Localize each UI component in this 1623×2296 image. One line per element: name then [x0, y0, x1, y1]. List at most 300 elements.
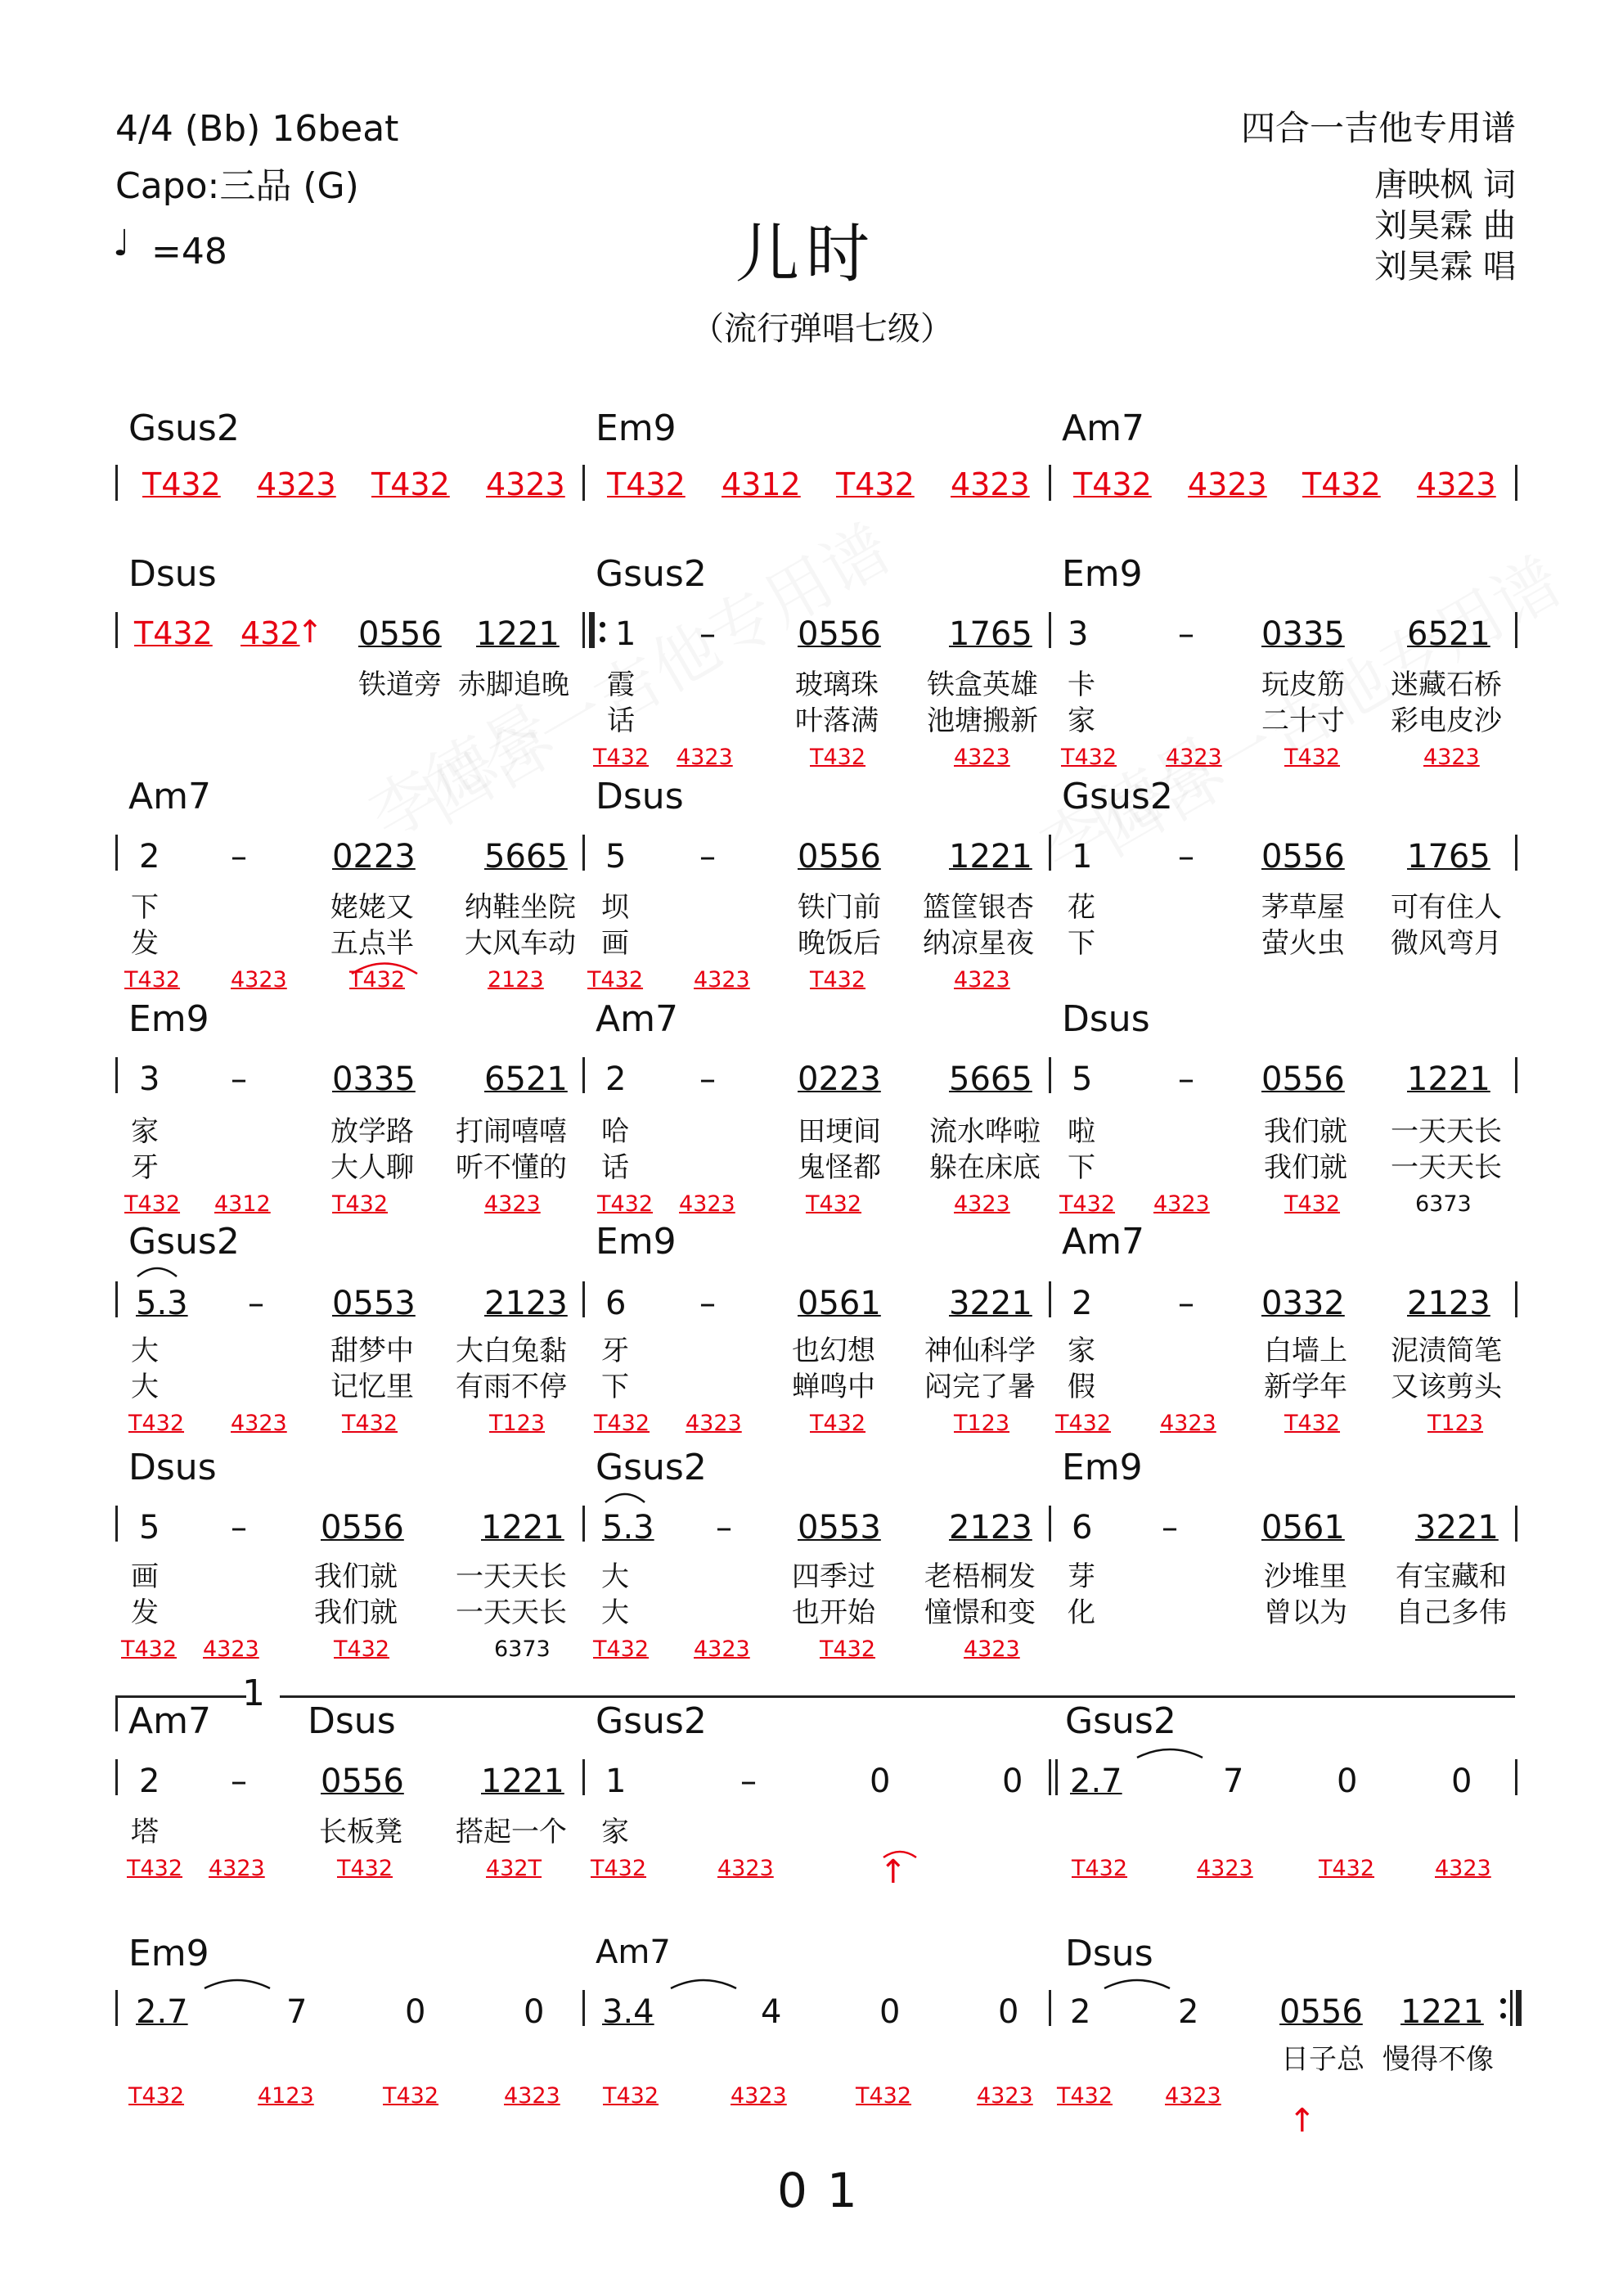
- lyric: 二十寸: [1261, 705, 1345, 737]
- strum-pattern: 2123: [488, 967, 544, 993]
- lyric: 玻璃珠: [795, 669, 879, 701]
- chord: Am7: [128, 776, 211, 817]
- strum-pattern: 432T: [486, 1856, 542, 1881]
- lyric: 萤火虫: [1261, 927, 1345, 960]
- tie-slur: [1104, 1980, 1170, 1988]
- melody-note: 0561: [798, 1285, 881, 1322]
- strum-pattern: T432: [810, 1411, 866, 1436]
- rest: 0: [524, 1993, 545, 2031]
- rest: 0: [1451, 1763, 1472, 1800]
- melody-note: 0556: [798, 615, 881, 653]
- lyric: 日子总: [1281, 2043, 1364, 2076]
- chord: Am7: [596, 998, 678, 1040]
- lyric: 五点半: [330, 927, 414, 960]
- sustain-dash: –: [1178, 1285, 1194, 1322]
- melody-note: 1: [615, 615, 636, 653]
- lyric: 慢得不像: [1382, 2043, 1494, 2076]
- strum-pattern: T432: [1302, 466, 1381, 502]
- capo-indicator: Capo:三品 (G): [115, 165, 359, 207]
- strum-pattern: T432: [121, 1636, 178, 1662]
- melody-note: 2.7: [136, 1993, 188, 2031]
- lyric: 画: [131, 1560, 159, 1593]
- melody-note: 1765: [1407, 838, 1490, 876]
- chord: Gsus2: [596, 1700, 707, 1742]
- chord: Gsus2: [1062, 776, 1173, 817]
- melody-note: 0553: [798, 1509, 881, 1546]
- melody-note: 5665: [484, 838, 568, 876]
- tie-slur: [205, 1980, 270, 1988]
- strum-pattern: 4323: [484, 1191, 541, 1217]
- strum-pattern: 4123: [258, 2083, 314, 2109]
- strum-pattern: T432: [337, 1856, 393, 1881]
- strum-pattern: 4323: [486, 466, 565, 502]
- lyric: 家: [131, 1115, 159, 1148]
- lyric: 沙堆里: [1264, 1560, 1347, 1593]
- strum-pattern: 4323: [1417, 466, 1496, 502]
- strum-pattern: T432: [810, 745, 866, 770]
- sustain-dash: –: [231, 1763, 247, 1800]
- lyric: 啦: [1068, 1115, 1095, 1148]
- strum-pattern: 4323: [203, 1636, 259, 1662]
- chord: Gsus2: [1065, 1700, 1176, 1742]
- strum-pattern: 4323: [717, 1856, 774, 1881]
- lyric: 纳凉星夜: [923, 927, 1034, 960]
- rest: 0: [870, 1763, 891, 1800]
- strum-pattern: 4323: [686, 1411, 742, 1436]
- lyric: 可有住人: [1391, 891, 1502, 924]
- strum-pattern: T432: [603, 2083, 659, 2109]
- strum-pattern: T432: [591, 1856, 647, 1881]
- lyric: 鬼怪都: [798, 1151, 881, 1184]
- lyric: 一天天长: [1391, 1115, 1502, 1148]
- song-title: 儿时: [735, 218, 877, 291]
- lyric: 蝉鸣中: [792, 1371, 875, 1403]
- chord: Am7: [1062, 1221, 1144, 1263]
- strum-pattern: T432: [593, 745, 650, 770]
- strum-pattern: T432: [1284, 745, 1341, 770]
- strum-pattern: 4323: [951, 466, 1030, 502]
- strum-pattern: T432: [128, 2083, 185, 2109]
- chord: Gsus2: [596, 553, 707, 595]
- melody-note: 3: [139, 1060, 160, 1098]
- sustain-dash: –: [1178, 615, 1194, 653]
- lyric: 牙: [131, 1151, 159, 1184]
- melody-note: 6521: [484, 1060, 568, 1098]
- lyric: 大: [601, 1560, 629, 1593]
- page-number: 01: [777, 2163, 877, 2218]
- strum-pattern: T432: [128, 1411, 185, 1436]
- lyric: 花: [1068, 891, 1095, 924]
- melody-note: 2: [1070, 1993, 1091, 2031]
- lyric: 躲在床底: [929, 1151, 1041, 1184]
- lyric: 听不懂的: [456, 1151, 567, 1184]
- melody-note: 2: [1178, 1993, 1199, 2031]
- strum-pattern: T432: [332, 1191, 389, 1217]
- song-subtitle: （流行弹唱七级）: [691, 310, 953, 348]
- strum-pattern: 4323: [679, 1191, 735, 1217]
- melody-note: 0556: [1261, 1060, 1345, 1098]
- strum-pattern: T432: [594, 1411, 650, 1436]
- melody-note: 7: [1223, 1763, 1244, 1800]
- melody-note: 3.4: [602, 1993, 654, 2031]
- lyric: 假: [1068, 1371, 1095, 1403]
- strum-pattern: 4323: [954, 745, 1010, 770]
- chord: Em9: [128, 998, 209, 1040]
- melody-note: 3221: [1415, 1509, 1499, 1546]
- lyric: 坝: [601, 891, 629, 924]
- chord: Dsus: [128, 553, 217, 595]
- strum-pattern: 4323: [1153, 1191, 1210, 1217]
- melody-note: 3: [1068, 615, 1089, 653]
- time-key-signature: 4/4 (Bb) 16beat: [115, 108, 399, 150]
- sustain-dash: –: [740, 1763, 757, 1800]
- lyric: 四季过: [792, 1560, 875, 1593]
- strum-pattern: T432: [1061, 745, 1117, 770]
- lyric: 也开始: [792, 1596, 875, 1629]
- strum-pattern: 4323: [677, 745, 733, 770]
- strum-pattern: T432: [607, 466, 686, 502]
- melody-note: 3221: [949, 1285, 1032, 1322]
- lyric: 又该剪头: [1391, 1371, 1502, 1403]
- lyric: 家: [601, 1816, 629, 1848]
- lyric: 家: [1068, 705, 1095, 737]
- melody-note: 0332: [1261, 1285, 1345, 1322]
- chord: Am7: [1062, 407, 1144, 449]
- strum-pattern: 4323: [257, 466, 336, 502]
- strum-pattern: 4323: [977, 2083, 1033, 2109]
- lyric: 下: [1068, 1151, 1095, 1184]
- melody-note: 7: [286, 1993, 308, 2031]
- melody-note: 1221: [481, 1763, 564, 1800]
- strum-pattern: 4323: [964, 1636, 1020, 1662]
- lyric: 下: [1068, 927, 1095, 960]
- strum-pattern: T432: [124, 1191, 181, 1217]
- lyricist-credit: 唐映枫 词: [1374, 166, 1516, 204]
- lyric: 神仙科学: [924, 1335, 1036, 1367]
- lyric: 赤脚追晚: [458, 669, 569, 701]
- sustain-dash: –: [699, 1285, 716, 1322]
- publisher-label: 四合一吉他专用谱: [1240, 108, 1516, 148]
- lyric: 叶落满: [795, 705, 879, 737]
- strum-up-arrow-icon: ↑: [1288, 2102, 1316, 2140]
- lyric: 家: [1068, 1335, 1095, 1367]
- lyric: 放学路: [330, 1115, 414, 1148]
- strum-pattern: 4323: [954, 967, 1010, 993]
- melody-note: 2123: [1407, 1285, 1490, 1322]
- lyric: 记忆里: [330, 1371, 414, 1403]
- rest: 0: [405, 1993, 426, 2031]
- strum-pattern: T432: [820, 1636, 876, 1662]
- strum-pattern: T432: [810, 967, 866, 993]
- strum-pattern: 4323: [1165, 2083, 1221, 2109]
- lyric: 我们就: [314, 1560, 398, 1593]
- melody-note: 2123: [484, 1285, 568, 1322]
- tempo-value: =48: [151, 231, 227, 272]
- strum-pattern: 4323: [694, 1636, 750, 1662]
- strum-pattern: T432: [127, 1856, 183, 1881]
- sustain-dash: –: [699, 838, 716, 876]
- strum-pattern: T432: [1057, 2083, 1113, 2109]
- melody-note: 2: [1072, 1285, 1093, 1322]
- lyric: 玩皮筋: [1261, 669, 1345, 701]
- lyric: 下: [131, 891, 159, 924]
- melody-note: 0223: [332, 838, 416, 876]
- chord: Dsus: [1065, 1933, 1153, 1974]
- melody-note: 0556: [798, 838, 881, 876]
- melody-note: 2: [139, 1763, 160, 1800]
- lyric: 化: [1068, 1596, 1095, 1629]
- tie-slur: [137, 1268, 177, 1276]
- lyric: 我们就: [1264, 1151, 1347, 1184]
- melody-note: 1: [605, 1763, 627, 1800]
- strum-pattern: T123: [489, 1411, 546, 1436]
- lyric: 卡: [1068, 669, 1095, 701]
- lyric: 搭起一个: [456, 1816, 567, 1848]
- lyric: 泥渍简笔: [1391, 1335, 1502, 1367]
- strum-pattern: T432: [1059, 1191, 1116, 1217]
- lyric: 话: [607, 705, 635, 737]
- melody-note: 2123: [949, 1509, 1032, 1546]
- lyric: 一天天长: [456, 1596, 567, 1629]
- strum-pattern: T432: [597, 1191, 654, 1217]
- strum-pattern: 4323: [504, 2083, 560, 2109]
- strum-pattern: 4323: [1423, 745, 1480, 770]
- strum-pattern: T432: [1055, 1411, 1112, 1436]
- melody-note: 1: [1072, 838, 1093, 876]
- sustain-dash: –: [248, 1285, 264, 1322]
- chord: Am7: [128, 1700, 211, 1742]
- melody-note: 0335: [332, 1060, 416, 1098]
- strum-pattern: T432: [349, 967, 406, 993]
- lyric: 牙: [601, 1335, 629, 1367]
- tie-slur: [1137, 1749, 1203, 1758]
- tie-slur: [671, 1980, 736, 1988]
- strum-pattern: 4323: [954, 1191, 1010, 1217]
- lyric: 也幻想: [792, 1335, 875, 1367]
- lyric: 话: [601, 1151, 629, 1184]
- sustain-dash: –: [1178, 1060, 1194, 1098]
- melody-note: 0556: [358, 615, 442, 653]
- strum-pattern: T432: [856, 2083, 912, 2109]
- chord: Em9: [596, 1221, 677, 1263]
- strum-pattern: T123: [954, 1411, 1010, 1436]
- melody-note: 5.3: [602, 1509, 654, 1546]
- melody-note: 1221: [476, 615, 560, 653]
- strum-pattern: T432: [1284, 1411, 1341, 1436]
- lyric: 我们就: [1264, 1115, 1347, 1148]
- melody-note: 5.3: [136, 1285, 188, 1322]
- lyric: 自己多伟: [1396, 1596, 1507, 1629]
- sustain-dash: –: [699, 615, 716, 653]
- strum-pattern: T432: [1284, 1191, 1341, 1217]
- sustain-dash: –: [231, 838, 247, 876]
- lyric: 纳鞋坐院: [465, 891, 576, 924]
- tie-slur: [605, 1494, 645, 1502]
- strum-pattern: 4323: [231, 1411, 287, 1436]
- chord: Em9: [1062, 1447, 1143, 1488]
- melody-note: 5665: [949, 1060, 1032, 1098]
- lyric: 迷藏石桥: [1391, 669, 1502, 701]
- strum-pattern: T123: [1427, 1411, 1484, 1436]
- melody-note: 0553: [332, 1285, 416, 1322]
- melody-note: 5: [1072, 1060, 1093, 1098]
- lyric: 微风弯月: [1391, 927, 1502, 960]
- lyric: 大风车动: [465, 927, 576, 960]
- strum-pattern: 4323: [209, 1856, 265, 1881]
- strum-pattern: T432: [806, 1191, 862, 1217]
- tie-slur: [352, 964, 417, 975]
- lyric: 哈: [601, 1115, 629, 1148]
- melody-note: 6: [1072, 1509, 1093, 1546]
- sustain-dash: –: [1178, 838, 1194, 876]
- lyric: 彩电皮沙: [1391, 705, 1502, 737]
- lyric: 芽: [1068, 1560, 1095, 1593]
- strum-pattern: T432: [124, 967, 181, 993]
- lyric: 曾以为: [1264, 1596, 1347, 1629]
- chord: Gsus2: [596, 1447, 707, 1488]
- melody-fill: 6373: [494, 1636, 551, 1662]
- melody-note: 0556: [321, 1509, 404, 1546]
- strum-pattern: T432: [142, 466, 221, 502]
- rest: 0: [879, 1993, 901, 2031]
- strum-pattern: T432: [593, 1636, 650, 1662]
- lyric: 有雨不停: [456, 1371, 567, 1403]
- chord: Dsus: [1062, 998, 1150, 1040]
- strum-pattern: T432: [134, 615, 213, 651]
- melody-note: 1221: [481, 1509, 564, 1546]
- melody-note: 2.7: [1070, 1763, 1122, 1800]
- lyric: 田埂间: [798, 1115, 881, 1148]
- strum-pattern: T432: [1072, 1856, 1128, 1881]
- melody-note: 0223: [798, 1060, 881, 1098]
- lyric: 铁门前: [798, 891, 881, 924]
- melody-note: 0335: [1261, 615, 1345, 653]
- lyric: 长板凳: [319, 1816, 402, 1848]
- tie-slur: [883, 1852, 916, 1857]
- chord: Gsus2: [128, 407, 240, 449]
- lyric: 大人聊: [330, 1151, 414, 1184]
- lyric: 憧憬和变: [924, 1596, 1036, 1629]
- melody-fill: 6373: [1415, 1191, 1472, 1217]
- strum-pattern: 4323: [1160, 1411, 1216, 1436]
- lyric: 下: [601, 1371, 629, 1403]
- strum-up-arrow-icon: ↑: [879, 1853, 907, 1891]
- lyric: 铁盒英雄: [927, 669, 1038, 701]
- chord: Em9: [128, 1933, 209, 1974]
- melody-note: 0556: [321, 1763, 404, 1800]
- chord: Em9: [1062, 553, 1143, 595]
- strum-pattern: T432: [334, 1636, 390, 1662]
- lyric: 大: [131, 1335, 159, 1367]
- melody-note: 4: [761, 1993, 782, 2031]
- lyric: 晚饭后: [798, 927, 881, 960]
- melody-note: 6521: [1407, 615, 1490, 653]
- lyric: 打闹嘻嘻: [456, 1115, 567, 1148]
- chord: Gsus2: [128, 1221, 240, 1263]
- lyric: 发: [131, 1596, 159, 1629]
- sustain-dash: –: [716, 1509, 732, 1546]
- lyric: 一天天长: [1391, 1151, 1502, 1184]
- strum-pattern: 4312: [722, 466, 801, 502]
- chord: Dsus: [128, 1447, 217, 1488]
- strum-pattern: T432: [1073, 466, 1152, 502]
- strum-pattern: 4323: [1188, 466, 1267, 502]
- rest: 0: [1002, 1763, 1023, 1800]
- chord: Dsus: [596, 776, 684, 817]
- composer-credit: 刘昊霖 曲: [1374, 207, 1516, 245]
- lyric: 大白兔黏: [456, 1335, 567, 1367]
- lyric: 大: [131, 1371, 159, 1403]
- lyric: 姥姥又: [330, 891, 414, 924]
- sustain-dash: –: [1162, 1509, 1178, 1546]
- lyric: 老梧桐发: [924, 1560, 1036, 1593]
- rest: 0: [1337, 1763, 1358, 1800]
- lyric: 大: [601, 1596, 629, 1629]
- lyric: 茅草屋: [1261, 891, 1345, 924]
- sustain-dash: –: [699, 1060, 716, 1098]
- strum-pattern: 4323: [1197, 1856, 1253, 1881]
- melody-note: 0556: [1261, 838, 1345, 876]
- lyric: 池塘搬新: [927, 705, 1038, 737]
- strum-pattern: 4323: [231, 967, 287, 993]
- strum-pattern: 4323: [1435, 1856, 1491, 1881]
- lyric: 铁道旁: [358, 669, 442, 701]
- sustain-dash: –: [231, 1060, 247, 1098]
- melody-note: 1765: [949, 615, 1032, 653]
- lyric: 有宝藏和: [1396, 1560, 1507, 1593]
- chord: Em9: [596, 407, 677, 449]
- melody-note: 5: [139, 1509, 160, 1546]
- melody-note: 6: [605, 1285, 627, 1322]
- lyric: 我们就: [314, 1596, 398, 1629]
- lyric: 发: [131, 927, 159, 960]
- strum-pattern: T432: [371, 466, 450, 502]
- strum-pattern: T432: [342, 1411, 398, 1436]
- melody-note: 2: [139, 838, 160, 876]
- melody-note: 2: [605, 1060, 627, 1098]
- lyric: 一天天长: [456, 1560, 567, 1593]
- strum-pattern: T432: [383, 2083, 439, 2109]
- melody-note: 0556: [1279, 1993, 1363, 2031]
- melody-note: 5: [605, 838, 627, 876]
- quarter-note-icon: ♩: [113, 223, 130, 264]
- strum-pattern: T432: [1319, 1856, 1375, 1881]
- rest: 0: [998, 1993, 1019, 2031]
- lyric: 新学年: [1264, 1371, 1347, 1403]
- lyric: 画: [601, 927, 629, 960]
- strum-pattern: 4312: [214, 1191, 271, 1217]
- melody-note: 1221: [1400, 1993, 1484, 2031]
- melody-note: 1221: [949, 838, 1032, 876]
- lyric: 塔: [131, 1816, 159, 1848]
- lyric: 篮筐银杏: [923, 891, 1034, 924]
- strum-pattern: 4323: [1166, 745, 1222, 770]
- chord: Am7: [596, 1934, 671, 1971]
- strum-up-arrow-icon: ↑: [297, 614, 323, 650]
- lyric: 白墙上: [1264, 1335, 1347, 1367]
- strum-pattern: 4323: [694, 967, 750, 993]
- lyric: 甜梦中: [330, 1335, 414, 1367]
- lyric: 闷完了暑: [924, 1371, 1036, 1403]
- strum-pattern: 4323: [731, 2083, 787, 2109]
- melody-note: 1221: [1407, 1060, 1490, 1098]
- strum-pattern: 432: [241, 615, 300, 651]
- strum-pattern: T432: [836, 466, 915, 502]
- volta-number: 1: [242, 1672, 265, 1714]
- chord: Dsus: [308, 1700, 396, 1742]
- lyric: 流水哗啦: [929, 1115, 1041, 1148]
- lyric: 霞: [607, 669, 635, 701]
